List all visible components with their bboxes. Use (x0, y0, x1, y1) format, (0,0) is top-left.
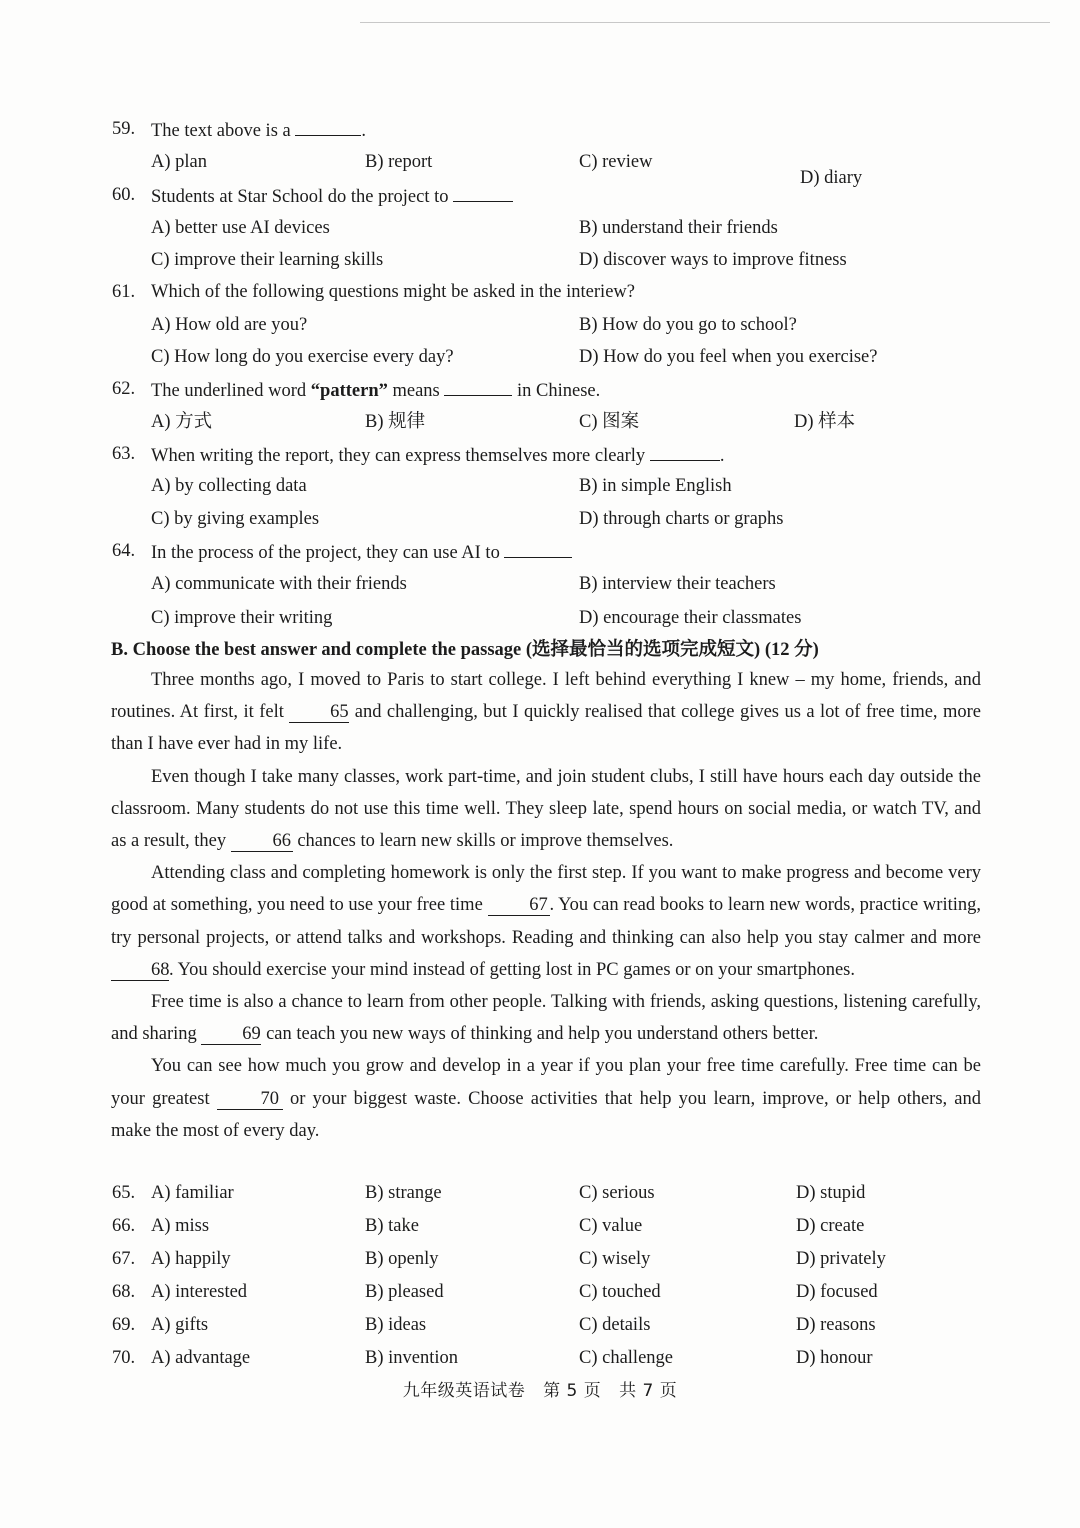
option-c: C) details (579, 1315, 651, 1335)
blank-70: 70 (217, 1089, 283, 1110)
page-footer (0, 1376, 1080, 1401)
option-d: D) reasons (796, 1315, 876, 1335)
answer-blank (453, 183, 513, 202)
option-d: D) privately (796, 1249, 886, 1269)
question-stem: The underlined word “pattern” means in Chinese. (151, 377, 600, 403)
question-number: 70. (112, 1348, 136, 1368)
option-b: B) strange (365, 1183, 442, 1203)
section-b-heading: B. Choose the best answer and complete the passage (选择最恰当的选项完成短文) (12 分) (111, 640, 819, 660)
option-c: C) improve their learning skills (151, 250, 384, 270)
question-stem: In the process of the project, they can use AI to (151, 539, 572, 565)
option-b: B) report (365, 152, 433, 172)
page-number: 第 5 页 (543, 1381, 602, 1401)
question-number: 64. (112, 541, 136, 561)
question-stem: Which of the following questions might be asked in the interiew? (151, 282, 635, 302)
option-c: C) challenge (579, 1348, 673, 1368)
option-a: A) by collecting data (151, 476, 307, 496)
option-b: B) openly (365, 1249, 439, 1269)
option-d: D) through charts or graphs (579, 509, 784, 529)
question-number: 63. (112, 444, 136, 464)
option-a: A) interested (151, 1282, 248, 1302)
answer-blank (504, 539, 572, 558)
option-b: B) How do you go to school? (579, 315, 797, 335)
question-stem: When writing the report, they can express themselves more clearly . (151, 442, 724, 468)
question-number: 65. (112, 1183, 136, 1203)
question-number: 66. (112, 1216, 136, 1236)
option-d: D) focused (796, 1282, 878, 1302)
question-stem: Students at Star School do the project to (151, 183, 513, 209)
option-d: D) diary (800, 168, 863, 188)
option-a: A) miss (151, 1216, 210, 1236)
option-c: C) value (579, 1216, 643, 1236)
answer-blank (650, 442, 720, 461)
question-number: 61. (112, 282, 136, 302)
option-a: A) happily (151, 1249, 231, 1269)
answer-blank (444, 377, 512, 396)
option-d: D) honour (796, 1348, 873, 1368)
option-c: C) by giving examples (151, 509, 320, 529)
passage-paragraph-4: Free time is also a chance to learn from other people. Talking with friends, asking questions, listening carefully, and sharing 69 can teach you new ways of thinking and help you understand others better. (111, 992, 981, 1045)
option-d: D) discover ways to improve fitness (579, 250, 847, 270)
option-b: B) pleased (365, 1282, 444, 1302)
option-b: B) invention (365, 1348, 459, 1368)
option-a: A) How old are you? (151, 315, 308, 335)
exam-title: 九年级英语试卷 (402, 1381, 526, 1401)
option-d: D) How do you feel when you exercise? (579, 347, 878, 367)
passage-paragraph-2: Even though I take many classes, work part-time, and join student clubs, I still have hours each day outside the classroom. Many students do not use this time well. They sleep late, spend hours on social media, or watch TV, and as a result, they 66 chances to learn new skills or improve themselves. (111, 766, 981, 852)
option-c: C) improve their writing (151, 608, 333, 628)
question-number: 68. (112, 1282, 136, 1302)
option-a: A) gifts (151, 1315, 209, 1335)
passage-paragraph-1: Three months ago, I moved to Paris to start college. I left behind everything I knew – my home, friends, and routines. At first, it felt 65 and challenging, but I quickly realised that college gives us a lot of free time, more than I have ever had in my life. (111, 670, 982, 755)
option-b: B) understand their friends (579, 218, 778, 238)
option-c: C) review (579, 152, 653, 172)
blank-67: 67 (488, 895, 550, 916)
blank-68: 68 (111, 960, 169, 981)
option-b: B) ideas (365, 1315, 427, 1335)
option-b: B) interview their teachers (579, 574, 776, 594)
option-b: B) take (365, 1216, 419, 1236)
option-a: A) plan (151, 152, 207, 172)
passage-paragraph-3: Attending class and completing homework is only the first step. If you want to make progress and become very good at something, you need to use your free time 67. You can read books to learn new words, practice writing, try personal projects, or attend talks and workshops. Reading and thinking can also help you stay calmer and more 68. You should exercise your mind instead of getting lost in PC games or on your smartphones. (111, 863, 981, 980)
question-stem: The text above is a . (151, 117, 366, 143)
option-a: A) familiar (151, 1183, 234, 1203)
option-c: C) 图案 (579, 412, 640, 432)
option-d: D) 样本 (794, 412, 856, 432)
option-b: B) 规律 (365, 412, 426, 432)
blank-69: 69 (201, 1024, 261, 1045)
option-a: A) better use AI devices (151, 218, 330, 238)
option-c: C) wisely (579, 1249, 651, 1269)
question-number: 59. (112, 119, 136, 139)
question-number: 60. (112, 185, 136, 205)
option-c: C) touched (579, 1282, 661, 1302)
option-c: C) How long do you exercise every day? (151, 347, 454, 367)
page-total: 共 7 页 (619, 1381, 678, 1401)
option-b: B) in simple English (579, 476, 732, 496)
blank-65: 65 (289, 702, 349, 723)
question-number: 62. (112, 379, 136, 399)
option-c: C) serious (579, 1183, 655, 1203)
question-number: 69. (112, 1315, 136, 1335)
option-d: D) create (796, 1216, 865, 1236)
blank-66: 66 (231, 831, 293, 852)
passage-paragraph-5: You can see how much you grow and develop in a year if you plan your free time carefully. Free time can be your greatest 70 or your biggest waste. Choose activities that help you learn, improve, or help others, and make the most of every day. (111, 1056, 982, 1141)
option-a: A) advantage (151, 1348, 251, 1368)
scan-edge-line (360, 22, 1050, 23)
option-d: D) encourage their classmates (579, 608, 802, 628)
option-d: D) stupid (796, 1183, 866, 1203)
option-a: A) 方式 (151, 412, 213, 432)
option-a: A) communicate with their friends (151, 574, 407, 594)
question-number: 67. (112, 1249, 136, 1269)
answer-blank (295, 117, 361, 136)
cloze-passage (111, 664, 981, 1147)
